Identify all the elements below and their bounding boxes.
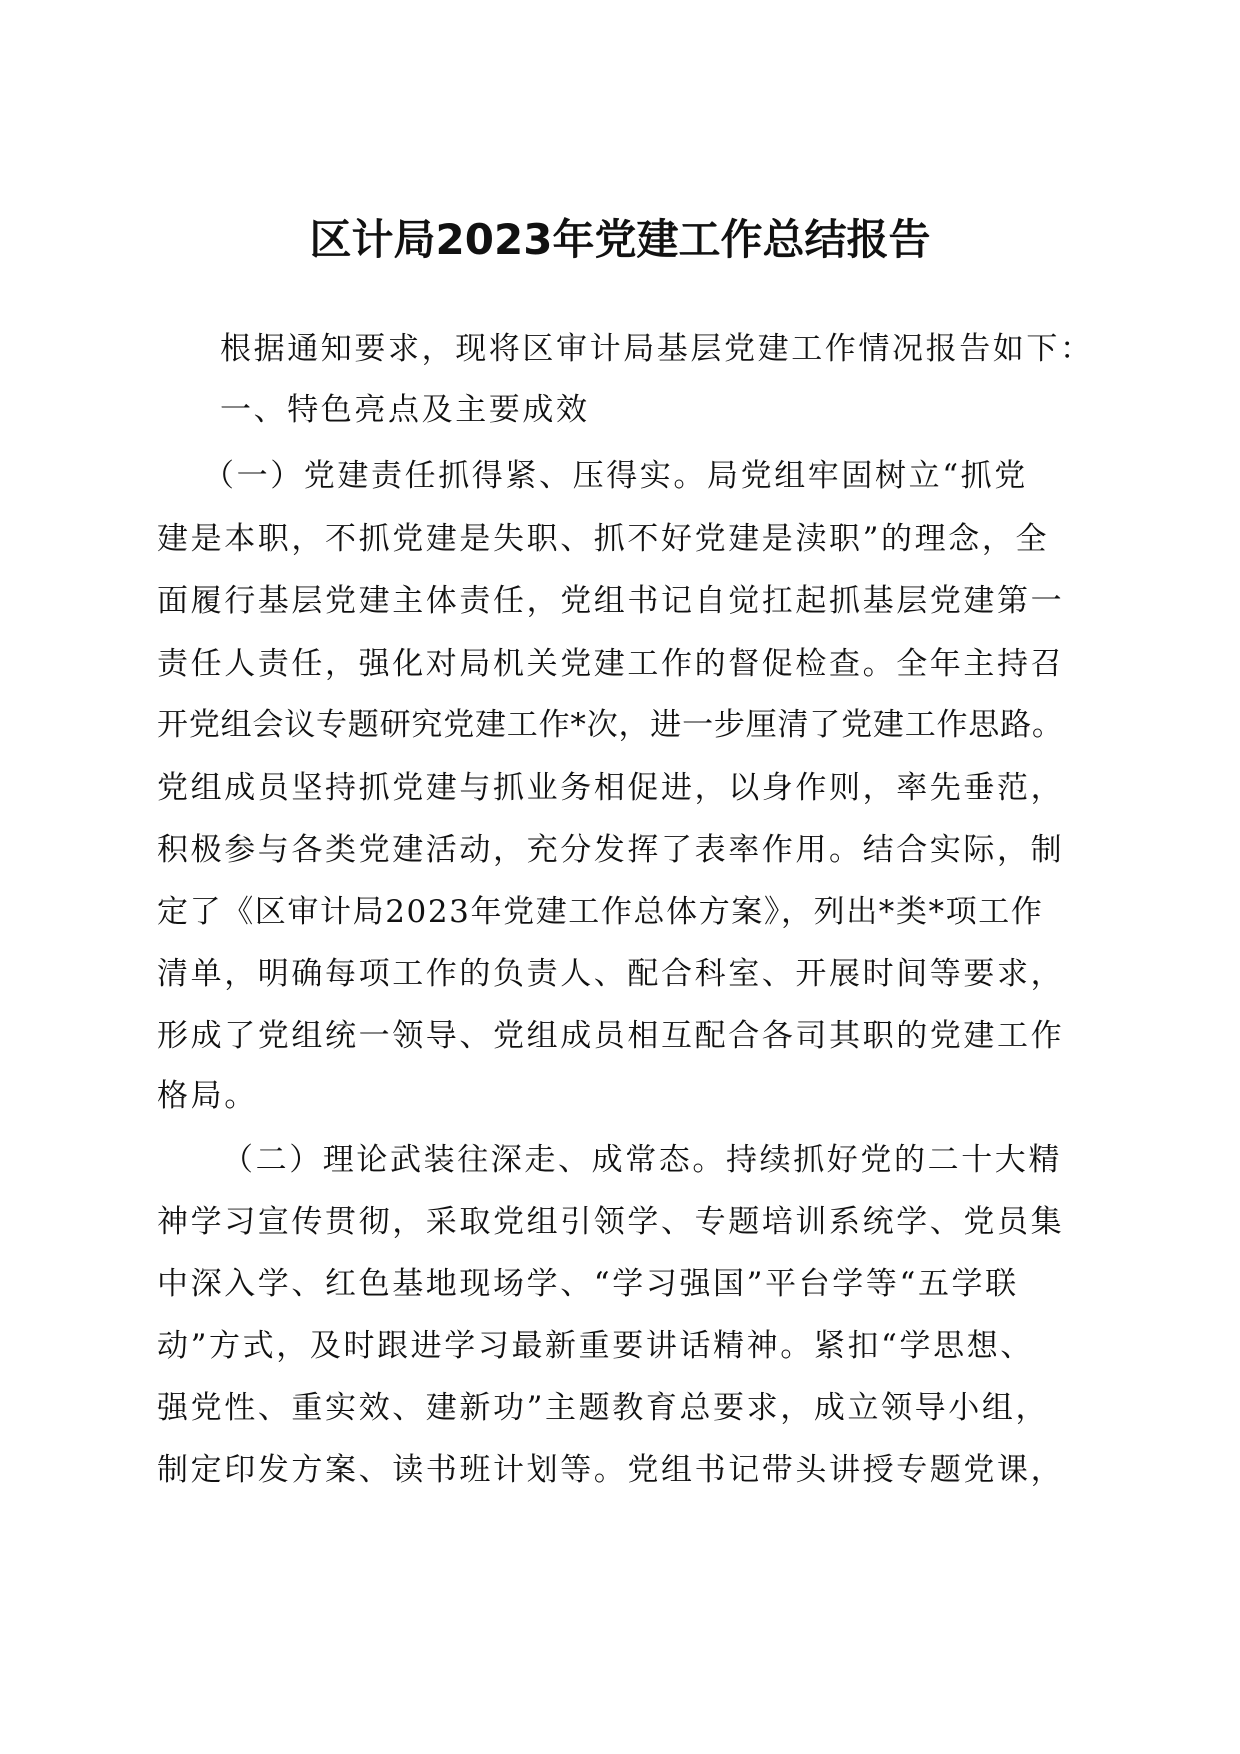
- paragraph-line: 责任人责任，强化对局机关党建工作的督促检查。全年主持召: [157, 646, 1065, 682]
- paragraph-line: 面履行基层党建主体责任，党组书记自觉扛起抓基层党建第一: [157, 583, 1065, 619]
- intro-paragraph: 根据通知要求，现将区审计局基层党建工作情况报告如下：: [220, 331, 1094, 367]
- paragraph-line: 动”方式，及时跟进学习最新重要讲话精神。紧扣“学思想、: [157, 1328, 1034, 1364]
- paragraph-line: 定了《区审计局2023年党建工作总体方案》，列出*类*项工作: [157, 894, 1044, 930]
- paragraph-line: （一）党建责任抓得紧、压得实。局党组牢固树立“抓党: [203, 458, 1028, 494]
- paragraph-line: 积极参与各类党建活动，充分发挥了表率作用。结合实际，制: [157, 832, 1065, 868]
- paragraph-line: 清单，明确每项工作的负责人、配合科室、开展时间等要求，: [157, 956, 1065, 992]
- paragraph-line: 制定印发方案、读书班计划等。党组书记带头讲授专题党课，: [157, 1452, 1065, 1488]
- document-title: 区计局2023年党建工作总结报告: [309, 215, 931, 264]
- paragraph-line: 党组成员坚持抓党建与抓业务相促进，以身作则，率先垂范，: [157, 770, 1065, 806]
- paragraph-line: （二）理论武装往深走、成常态。持续抓好党的二十大精: [222, 1142, 1062, 1178]
- paragraph-line: 中深入学、红色基地现场学、“学习强国”平台学等“五学联: [157, 1266, 1019, 1302]
- paragraph-line: 强党性、重实效、建新功”主题教育总要求，成立领导小组，: [157, 1390, 1050, 1426]
- paragraph-line: 开党组会议专题研究党建工作*次，进一步厘清了党建工作思路。: [157, 707, 1064, 743]
- paragraph-line: 形成了党组统一领导、党组成员相互配合各司其职的党建工作: [157, 1018, 1065, 1054]
- paragraph-line: 建是本职，不抓党建是失职、抓不好党建是渎职”的理念，全: [157, 521, 1050, 557]
- paragraph-line: 格局。: [157, 1078, 258, 1114]
- section-heading: 一、特色亮点及主要成效: [220, 392, 590, 428]
- paragraph-line: 神学习宣传贯彻，采取党组引领学、专题培训系统学、党员集: [157, 1204, 1065, 1240]
